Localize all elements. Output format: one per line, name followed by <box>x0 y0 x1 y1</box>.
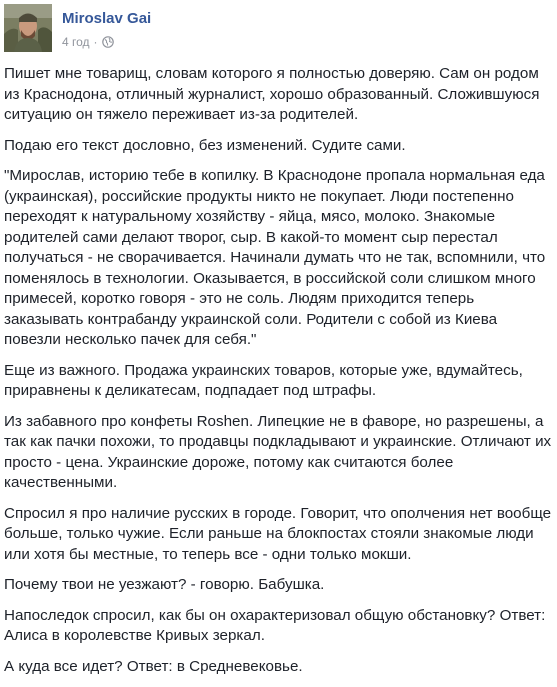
avatar-image <box>4 4 52 52</box>
post-paragraph: Напоследок спросил, как бы он охарактеризовал общую обстановку? Ответ: Алиса в королевстве Кривых зеркал. <box>4 606 546 644</box>
post-body <box>4 64 552 687</box>
post-timestamp[interactable]: 4 год <box>62 35 90 49</box>
post-paragraph: Спросил я про наличие русских в городе. Говорит, что ополчения нет вообще больше, только чужие. Если раньше на блокпостах стояли знакомые люди или хотя бы местные, то теперь все - одни только мокши. <box>4 504 552 563</box>
author-name-link[interactable]: Miroslav Gai <box>62 10 152 27</box>
post-header <box>4 4 544 54</box>
post-paragraph: "Мирослав, историю тебе в копилку. В Краснодоне пропала нормальная еда (украинская), российские продукты никто не покупает. Люди постепенно переходят к натуральному хозяйству - яйца, мясо, молоко. Знакомые родителей сами делают творог, сыр. В какой-то момент сыр перестал получаться - не сворачивается. Начинали думать что не так, вспомнили, что поменялось в технологии. Оказывается, в российской соли слишком много примесей, коротко говоря - это не соль. Людям приходится теперь заказывать контрабанду украинской соли. Родители с собой из Киева повезли несколько пачек для себя." <box>4 167 546 348</box>
post-paragraph: Почему твои не уезжают? - говорю. Бабушка. <box>4 576 325 593</box>
post-paragraph: Из забавного про конфеты Roshen. Липецкие не в фаворе, но разрешены, а так как пачки похожи, то продавцы подкладывают и украинские. Отличают их просто - цена. Украинские дороже, потому как считаются более качественными. <box>4 412 552 491</box>
post-paragraph: Пишет мне товарищ, словам которого я полностью доверяю. Сам он родом из Краснодона, отличный журналист, хорошо образованный. Сложившуюся ситуацию он тяжело переживает из-за родителей. <box>4 65 540 123</box>
post-meta <box>62 35 114 49</box>
globe-icon[interactable] <box>102 36 114 48</box>
post-paragraph: А куда все идет? Ответ: в Средневековье. <box>4 657 303 675</box>
meta-separator: · <box>93 35 98 49</box>
author-avatar[interactable] <box>4 4 52 52</box>
post-paragraph: Еще из важного. Продажа украинских товаров, которые уже, вдумайтесь, приравнены к деликатесам, подпадает под штрафы. <box>4 361 523 399</box>
post-paragraph: Подаю его текст дословно, без изменений. Судите сами. <box>4 136 406 154</box>
